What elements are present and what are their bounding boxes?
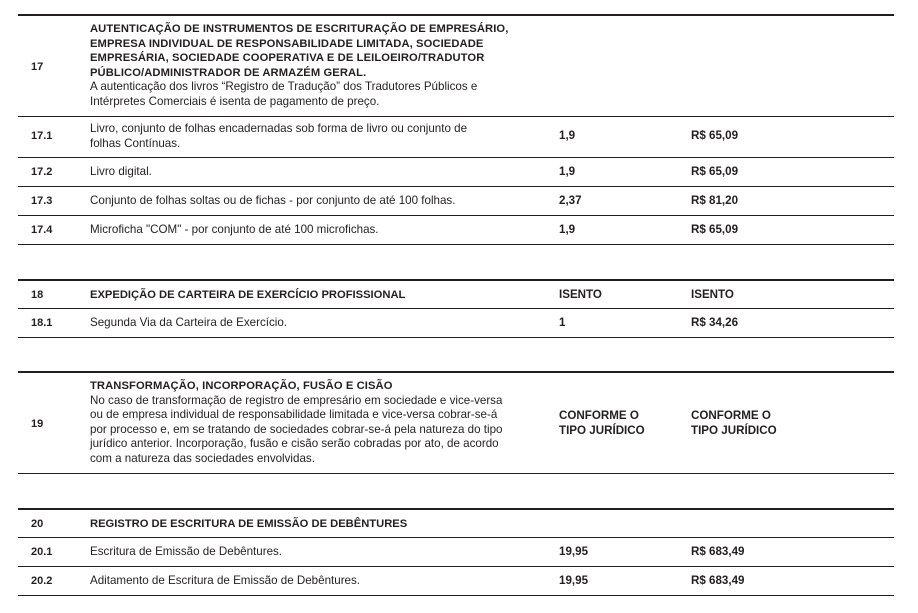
item-description-line: folhas Contínuas. xyxy=(90,136,181,150)
item-number: 18.1 xyxy=(31,317,53,329)
section-price: ISENTO xyxy=(691,288,734,301)
section-20-header-row xyxy=(18,510,894,538)
section-title: EXPEDIÇÃO DE CARTEIRA DE EXERCÍCIO PROFISSIONAL xyxy=(90,289,406,301)
section-title-line: EMPRESÁRIA, SOCIEDADE COOPERATIVA E DE LEILOEIRO/TRADUTOR xyxy=(90,52,485,65)
item-quantity: 19,95 xyxy=(559,574,589,587)
item-description: Segunda Via da Carteira de Exercício. xyxy=(90,316,287,329)
section-price-line: TIPO JURÍDICO xyxy=(691,423,777,437)
item-quantity: 1 xyxy=(559,316,566,329)
table-row xyxy=(18,158,894,187)
item-description: Microficha "COM" - por conjunto de até 100 microfichas. xyxy=(90,223,379,236)
item-price: R$ 65,09 xyxy=(691,129,739,142)
item-quantity: 2,37 xyxy=(559,194,582,207)
section-title xyxy=(90,22,542,110)
table-row xyxy=(18,117,894,158)
section-number: 20 xyxy=(31,518,44,530)
item-quantity: 1,9 xyxy=(559,129,576,142)
section-price xyxy=(691,409,777,438)
item-description: Aditamento de Escritura de Emissão de Debêntures. xyxy=(90,574,361,587)
table-row xyxy=(18,309,894,338)
item-description-line: Livro, conjunto de folhas encadernadas sob forma de livro ou conjunto de xyxy=(90,122,468,135)
item-description: Escritura de Emissão de Debêntures. xyxy=(90,545,283,558)
table-row xyxy=(18,216,894,245)
section-title-line: TRANSFORMAÇÃO, INCORPORAÇÃO, FUSÃO E CISÃO xyxy=(90,380,393,392)
section-17-header-row xyxy=(18,16,894,117)
item-number: 17.4 xyxy=(31,224,53,236)
section-note-line: Intérpretes Comerciais é isenta de pagamento de preço. xyxy=(90,94,380,108)
section-number: 17 xyxy=(31,61,44,73)
item-number: 17.1 xyxy=(31,130,53,142)
item-price: R$ 65,09 xyxy=(691,223,739,236)
item-price: R$ 34,26 xyxy=(691,316,739,329)
item-price: R$ 81,20 xyxy=(691,194,739,207)
section-title-line: PÚBLICO/ADMINISTRADOR DE ARMAZÉM GERAL. xyxy=(90,66,367,79)
item-number: 20.1 xyxy=(31,546,53,558)
section-note-line: ou de empresa individual de responsabilidade limitada e vice-versa cobrar-se-á xyxy=(90,408,498,422)
table-row xyxy=(18,567,894,596)
table-row xyxy=(18,538,894,567)
section-quantity xyxy=(559,409,645,438)
section-title: REGISTRO DE ESCRITURA DE EMISSÃO DE DEBÊNTURES xyxy=(90,518,408,530)
section-19-header-row xyxy=(18,373,894,474)
item-description: Conjunto de folhas soltas ou de fichas - por conjunto de até 100 folhas. xyxy=(90,194,456,207)
section-note-line: No caso de transformação de registro de empresário em sociedade e vice-versa xyxy=(90,393,503,407)
section-quantity: ISENTO xyxy=(559,288,602,301)
section-title xyxy=(90,379,542,467)
item-price: R$ 683,49 xyxy=(691,545,745,558)
item-quantity: 19,95 xyxy=(559,545,589,558)
section-note-line: jurídico anterior. Incorporação, fusão e cisão serão cobradas por ato, de acordo xyxy=(90,437,499,451)
item-description xyxy=(90,122,542,151)
section-note-line: com a natureza das sociedades envolvidas. xyxy=(90,451,315,465)
item-number: 20.2 xyxy=(31,575,53,587)
section-note-line: por processo e, em se tratando de sociedades cobrar-se-á pela natureza do tipo xyxy=(90,422,503,436)
section-note-line: A autenticação dos livros “Registro de Tradução” dos Tradutores Públicos e xyxy=(90,80,478,94)
item-number: 17.2 xyxy=(31,166,53,178)
section-price-line: CONFORME O xyxy=(691,409,771,422)
item-quantity: 1,9 xyxy=(559,165,576,178)
table-row xyxy=(18,187,894,216)
section-18-header-row xyxy=(18,281,894,309)
section-title-line: AUTENTICAÇÃO DE INSTRUMENTOS DE ESCRITURAÇÃO DE EMPRESÁRIO, xyxy=(90,23,509,35)
section-quantity-line: CONFORME O xyxy=(559,409,639,422)
item-quantity: 1,9 xyxy=(559,223,576,236)
item-price: R$ 683,49 xyxy=(691,574,745,587)
section-number: 19 xyxy=(31,418,44,430)
item-number: 17.3 xyxy=(31,195,53,207)
section-number: 18 xyxy=(31,289,44,301)
item-price: R$ 65,09 xyxy=(691,165,739,178)
section-title-line: EMPRESA INDIVIDUAL DE RESPONSABILIDADE LIMITADA, SOCIEDADE xyxy=(90,37,484,50)
section-quantity-line: TIPO JURÍDICO xyxy=(559,423,645,437)
item-description: Livro digital. xyxy=(90,165,152,178)
